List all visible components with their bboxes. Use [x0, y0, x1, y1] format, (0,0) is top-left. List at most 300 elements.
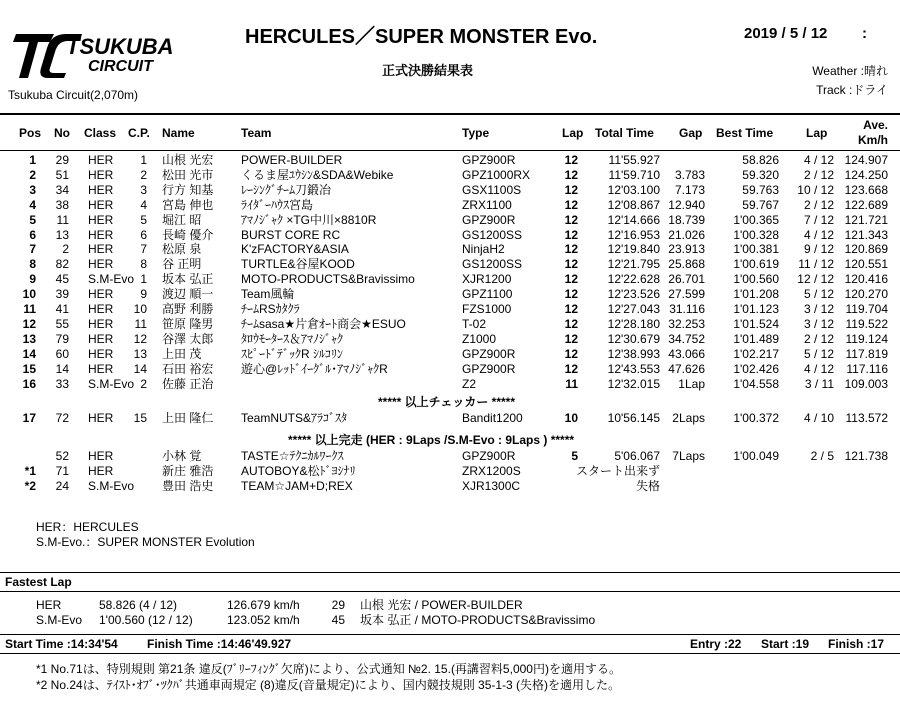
- cell-ave: 121.721: [844, 212, 888, 227]
- cell-pos: 12: [22, 316, 36, 331]
- cell-ave: 119.124: [845, 331, 888, 346]
- cell-team: ﾚｰｼﾝｸﾞﾁｰﾑ刀鍛冶: [241, 182, 332, 197]
- cell-no: 71: [55, 464, 69, 478]
- cell-team: BURST CORE RC: [241, 227, 341, 242]
- cell-type: GPZ900R: [462, 346, 516, 361]
- cell-type: XJR1300C: [462, 479, 521, 493]
- cell-cls: S.M-Evo: [88, 272, 135, 287]
- table-row: [0, 287, 900, 302]
- cell-best: 1'01.208: [733, 287, 779, 302]
- cell-cp: 11: [134, 316, 147, 331]
- cell-name: 谷 正明: [162, 257, 202, 272]
- cell-bestlap: 3 / 12: [803, 302, 834, 316]
- cell-lap: 12: [564, 302, 578, 316]
- col-cp: C.P.: [128, 126, 150, 140]
- cell-best: 1'01.123: [733, 302, 779, 316]
- cell-team: MOTO-PRODUCTS&Bravissimo: [241, 272, 415, 287]
- cell-best: 1'01.489: [733, 331, 779, 346]
- checker-note: ***** 以上チェッカー *****: [378, 395, 516, 409]
- cell-gap: 23.913: [668, 242, 705, 257]
- cell-team: TURTLE&谷屋KOOD: [241, 257, 355, 272]
- cell-no: 45: [55, 272, 69, 287]
- cell-name: 渡辺 順一: [162, 287, 214, 302]
- col-pos: Pos: [19, 126, 42, 140]
- cell-cp: 3: [140, 182, 147, 197]
- fastest-top-rule: [0, 572, 900, 573]
- cell-best: 1'00.372: [733, 411, 779, 425]
- cell-name: 笹原 隆男: [162, 316, 214, 331]
- table-row: [0, 198, 900, 213]
- table-row: [0, 377, 900, 392]
- cell-name: 豊田 浩史: [162, 479, 214, 493]
- cell-gap: 26.701: [668, 272, 705, 287]
- cell-pos: 10: [22, 287, 36, 302]
- table-row: [0, 362, 900, 377]
- cell-ave: 113.572: [845, 411, 888, 425]
- cell-type: GPZ1000RX: [462, 167, 531, 182]
- cell-cls: HER: [88, 153, 114, 167]
- cell-pos: *2: [24, 479, 36, 493]
- cell-gap: 31.116: [669, 302, 705, 316]
- footer-bottom-rule: [0, 653, 900, 654]
- race-date: 2019 / 5 / 12: [744, 25, 828, 42]
- cell-type: ZRX1200S: [462, 464, 521, 478]
- cell-pos: 1: [29, 153, 36, 167]
- cell-bestlap: 2 / 5: [810, 449, 834, 463]
- entry-count: Entry :22: [690, 637, 742, 651]
- cell-cls: HER: [88, 346, 114, 361]
- table-top-rule: [0, 113, 900, 115]
- cell-total: スタート出来ず: [575, 464, 660, 478]
- cell-name: 高野 利勝: [162, 302, 214, 316]
- cell-gap: 47.626: [668, 361, 705, 376]
- cell-gap: 25.868: [668, 257, 705, 272]
- fastest-lap-row: [0, 613, 900, 628]
- cell-team: ﾀﾛｳﾓｰﾀｰｽ＆ｱﾏﾉｼﾞｬｸ: [241, 331, 344, 346]
- finish-time: Finish Time :14:46'49.927: [147, 637, 292, 651]
- cell-total: 12'28.180: [607, 316, 660, 331]
- cell-total: 12'03.100: [607, 182, 660, 197]
- cell-total: 12'16.953: [607, 227, 660, 242]
- table-row: [0, 479, 900, 494]
- cell-cls: HER: [88, 331, 114, 346]
- cell-cp: 1: [140, 153, 147, 167]
- cell-team: K'zFACTORY&ASIA: [241, 242, 349, 257]
- cell-cp: 15: [133, 411, 147, 425]
- cell-pos: 11: [23, 302, 36, 316]
- table-row: [0, 332, 900, 347]
- cell-name: 新庄 雅浩: [162, 464, 214, 478]
- cell-name: 谷澤 太郎: [162, 331, 214, 346]
- cell-ave: 121.343: [844, 227, 888, 242]
- cell-no: 52: [55, 449, 69, 463]
- cell-gap: 32.253: [668, 316, 705, 331]
- cell-no: 14: [55, 361, 69, 376]
- col-best-time: Best Time: [716, 126, 774, 140]
- cell-type: GSX1100S: [462, 182, 522, 197]
- cell-lap: 12: [564, 331, 578, 346]
- start-count: Start :19: [761, 637, 810, 651]
- cell-lap: 11: [565, 376, 578, 391]
- table-row: [0, 153, 900, 168]
- cell-ave: 120.551: [844, 257, 888, 272]
- cell-total: 12'21.795: [607, 257, 660, 272]
- cell-name: 石田 裕宏: [162, 361, 214, 376]
- cell-cls: S.M-Evo: [88, 376, 135, 391]
- cell-cls: HER: [88, 449, 114, 463]
- legend-sm-evo: S.M-Evo.：SUPER MONSTER Evolution: [36, 535, 255, 549]
- cell-lap: 12: [564, 227, 578, 242]
- logo-text-circuit: CIRCUIT: [88, 58, 153, 75]
- start-time: Start Time :14:34'54: [5, 637, 118, 651]
- fastest-cell-driver: 山根 光宏 / POWER-BUILDER: [360, 598, 523, 612]
- cell-type: Bandit1200: [462, 411, 523, 425]
- cell-ave: 117.819: [845, 346, 888, 361]
- table-row: [0, 257, 900, 272]
- cell-bestlap: 5 / 12: [803, 346, 834, 361]
- cell-best: 1'04.558: [733, 376, 779, 391]
- table-row: [0, 411, 900, 426]
- cell-type: FZS1000: [462, 302, 512, 316]
- col-ave: Ave.: [863, 118, 888, 132]
- fastest-cell-time: 58.826 (4 / 12): [99, 598, 178, 612]
- col-class: Class: [84, 126, 117, 140]
- cell-cls: HER: [88, 182, 114, 197]
- cell-type: ZRX1100: [462, 197, 512, 212]
- cell-best: 59.763: [742, 182, 779, 197]
- cell-lap: 12: [564, 167, 578, 182]
- cell-no: 33: [55, 376, 69, 391]
- col-no: No: [54, 126, 70, 140]
- col-total-time: Total Time: [595, 126, 654, 140]
- cell-cls: HER: [88, 257, 114, 272]
- cell-pos: 8: [29, 257, 36, 272]
- cell-team: POWER-BUILDER: [241, 153, 343, 167]
- cell-pos: 16: [22, 376, 36, 391]
- cell-bestlap: 9 / 12: [803, 242, 834, 257]
- cell-team: くるま屋ﾕｳｼﾝ&SDA&Webike: [241, 167, 394, 182]
- cell-best: 1'00.049: [733, 449, 779, 463]
- cell-best: 58.826: [742, 153, 779, 167]
- cell-cls: HER: [88, 167, 114, 182]
- cell-ave: 117.116: [846, 361, 888, 376]
- cell-cp: 9: [140, 287, 147, 302]
- cell-cp: 7: [140, 242, 147, 257]
- table-row: [0, 464, 900, 479]
- cell-lap: 12: [564, 153, 578, 167]
- cell-bestlap: 12 / 12: [797, 272, 834, 287]
- cell-type: GPZ900R: [462, 449, 516, 463]
- cell-team: ﾁｰﾑRSｶﾀｸﾗ: [241, 302, 300, 316]
- cell-bestlap: 10 / 12: [797, 182, 834, 197]
- col-lap: Lap: [562, 126, 584, 140]
- cell-gap: 2Laps: [672, 411, 705, 425]
- cell-lap: 12: [564, 361, 578, 376]
- cell-lap: 12: [564, 346, 578, 361]
- cell-cls: HER: [88, 242, 114, 257]
- cell-team: ｱﾏﾉｼﾞｬｸ ×TG中川×8810R: [241, 212, 377, 227]
- cell-name: 上田 隆仁: [162, 411, 214, 425]
- col-type: Type: [462, 126, 490, 140]
- cell-total: 12'23.526: [607, 287, 660, 302]
- cell-total: 5'06.067: [614, 449, 660, 463]
- cell-name: 堀江 昭: [162, 212, 202, 227]
- cell-lap: 12: [564, 182, 578, 197]
- cell-cls: HER: [88, 411, 114, 425]
- cell-no: 38: [55, 197, 69, 212]
- cell-gap: 3.783: [674, 167, 705, 182]
- cell-total: 12'38.993: [607, 346, 660, 361]
- cell-best: 1'01.524: [733, 316, 779, 331]
- cell-lap: 12: [564, 212, 578, 227]
- cell-no: 29: [55, 153, 69, 167]
- cell-name: 松原 泉: [162, 242, 202, 257]
- cell-bestlap: 4 / 10: [803, 411, 834, 425]
- col-kmh: Km/h: [858, 133, 888, 147]
- cell-gap: 34.752: [668, 331, 705, 346]
- cell-pos: *1: [24, 464, 36, 478]
- fastest-cell-speed: 123.052 km/h: [227, 613, 300, 627]
- col-name: Name: [162, 126, 195, 140]
- cell-cls: HER: [88, 361, 114, 376]
- col-gap: Gap: [679, 126, 703, 140]
- cell-lap: 12: [564, 257, 578, 272]
- cell-cp: 4: [140, 197, 147, 212]
- cell-no: 13: [55, 227, 69, 242]
- cell-ave: 120.270: [844, 287, 888, 302]
- col-team: Team: [241, 126, 272, 140]
- cell-cp: 1: [140, 272, 147, 287]
- logo-text-tsukuba: TSUKUBA: [66, 34, 174, 59]
- fastest-cell-no: 29: [331, 598, 345, 612]
- cell-best: 59.767: [742, 197, 779, 212]
- cell-best: 59.320: [742, 167, 779, 182]
- cell-ave: 124.250: [844, 167, 888, 182]
- cell-pos: 5: [29, 212, 36, 227]
- page-subtitle: 正式決勝結果表: [382, 63, 474, 78]
- cell-lap: 12: [564, 242, 578, 257]
- cell-gap: 18.739: [668, 212, 705, 227]
- cell-bestlap: 11 / 12: [798, 257, 834, 272]
- cell-type: GPZ900R: [462, 361, 516, 376]
- weather: Weather :晴れ: [812, 64, 888, 78]
- table-row: [0, 317, 900, 332]
- cell-name: 上田 茂: [162, 346, 202, 361]
- cell-bestlap: 3 / 11: [804, 376, 834, 391]
- cell-cp: 6: [140, 227, 147, 242]
- cell-total: 11'55.927: [608, 153, 660, 167]
- cell-pos: 15: [22, 361, 36, 376]
- table-row: [0, 302, 900, 317]
- cell-cp: 13: [133, 346, 147, 361]
- cell-bestlap: 2 / 12: [803, 197, 834, 212]
- cell-cp: 2: [140, 167, 147, 182]
- cell-type: NinjaH2: [462, 242, 505, 257]
- cell-type: GS1200SS: [462, 227, 523, 242]
- cell-total: 11'59.710: [608, 167, 660, 182]
- cell-cls: HER: [88, 302, 114, 316]
- cell-no: 60: [55, 346, 69, 361]
- cell-no: 51: [55, 167, 69, 182]
- cell-best: 1'00.619: [733, 257, 779, 272]
- cell-total: 12'22.628: [607, 272, 660, 287]
- cell-cls: HER: [88, 212, 114, 227]
- fastest-cell-no: 45: [331, 613, 345, 627]
- cell-name: 松田 光市: [162, 167, 214, 182]
- finish-count: Finish :17: [828, 637, 885, 651]
- cell-type: GPZ900R: [462, 212, 516, 227]
- cell-pos: 4: [29, 197, 36, 212]
- cell-total: 12'19.840: [607, 242, 660, 257]
- cell-no: 39: [55, 287, 69, 302]
- cell-cls: S.M-Evo: [88, 479, 135, 493]
- cell-type: Z2: [462, 376, 477, 391]
- cell-bestlap: 2 / 12: [803, 331, 834, 346]
- cell-team: TEAM☆JAM+D;REX: [241, 479, 353, 493]
- cell-pos: 3: [29, 182, 36, 197]
- cell-ave: 119.704: [845, 302, 888, 316]
- cell-best: 1'00.328: [733, 227, 779, 242]
- cell-total: 12'32.015: [607, 376, 660, 391]
- cell-total: 12'43.553: [607, 361, 660, 376]
- table-row: [0, 168, 900, 183]
- cell-type: GPZ1100: [462, 287, 513, 302]
- cell-name: 宮島 伸也: [162, 197, 214, 212]
- cell-ave: 120.869: [844, 242, 888, 257]
- cell-best: 1'02.217: [733, 346, 779, 361]
- race-time-colon: :: [862, 25, 867, 42]
- cell-lap: 12: [564, 272, 578, 287]
- cell-team: 遊心@ﾚｯﾄﾞｲｰｸﾞﾙ･ｱﾏﾉｼﾞｬｸR: [241, 361, 388, 376]
- cell-ave: 109.003: [844, 376, 888, 391]
- cell-team: TeamNUTS&ｱﾗｺﾞｽﾀ: [241, 411, 348, 425]
- cell-type: T-02: [462, 316, 487, 331]
- cell-no: 82: [55, 257, 69, 272]
- cell-no: 2: [62, 242, 69, 257]
- cell-best: 1'02.426: [733, 361, 779, 376]
- cell-type: GPZ900R: [462, 153, 516, 167]
- table-row: [0, 242, 900, 257]
- cell-total: 12'30.679: [607, 331, 660, 346]
- cell-ave: 120.416: [844, 272, 888, 287]
- cell-gap: 1Lap: [678, 376, 705, 391]
- cell-gap: 7Laps: [672, 449, 705, 463]
- cell-pos: 2: [29, 167, 36, 182]
- circuit-name: Tsukuba Circuit(2,070m): [8, 88, 139, 102]
- table-row: [0, 272, 900, 287]
- cell-name: 佐藤 正治: [162, 376, 214, 391]
- cell-pos: 14: [22, 346, 36, 361]
- cell-cp: 5: [140, 212, 147, 227]
- cell-no: 55: [55, 316, 69, 331]
- cell-lap: 10: [564, 411, 578, 425]
- cell-cls: HER: [88, 464, 114, 478]
- cell-gap: 12.940: [668, 197, 705, 212]
- col-best-lap: Lap: [806, 126, 828, 140]
- cell-name: 山根 光宏: [162, 153, 214, 167]
- cell-pos: 6: [29, 227, 36, 242]
- cell-team: ﾁｰﾑsasa★片倉ｵｰﾄ商会★ESUO: [241, 316, 406, 331]
- cell-bestlap: 3 / 12: [803, 316, 834, 331]
- cell-name: 長崎 優介: [162, 227, 214, 242]
- cell-gap: 27.599: [668, 287, 705, 302]
- fastest-cell-time: 1'00.560 (12 / 12): [99, 613, 193, 627]
- table-row: [0, 228, 900, 243]
- cell-bestlap: 4 / 12: [803, 361, 834, 376]
- cell-bestlap: 5 / 12: [803, 287, 834, 302]
- cell-no: 11: [56, 212, 69, 227]
- cell-name: 坂本 弘正: [162, 272, 214, 287]
- cell-bestlap: 4 / 12: [803, 153, 834, 167]
- fastest-lap-row: [0, 598, 900, 613]
- note-1: *1 No.71は、特別規則 第21条 違反(ﾌﾞﾘｰﾌｨﾝｸﾞ欠席)により、公式通知 №2. 15.(再講習料5,000円)を適用する。: [36, 662, 621, 676]
- cell-type: XJR1200: [462, 272, 512, 287]
- cell-cp: 10: [133, 302, 147, 316]
- cell-best: 1'00.560: [733, 272, 779, 287]
- footer-top-rule: [0, 634, 900, 635]
- cell-no: 79: [55, 331, 69, 346]
- cell-type: Z1000: [462, 331, 497, 346]
- fastest-cell-driver: 坂本 弘正 / MOTO-PRODUCTS&Bravissimo: [360, 613, 596, 627]
- cell-total: 失格: [635, 479, 660, 493]
- table-row: [0, 347, 900, 362]
- cell-lap: 12: [564, 197, 578, 212]
- track-condition: Track :ドライ: [816, 83, 888, 97]
- cell-no: 72: [55, 411, 69, 425]
- cell-cp: 2: [140, 376, 147, 391]
- table-row: [0, 183, 900, 198]
- cell-team: ﾗｲﾀﾞｰﾊｳｽ宮島: [241, 197, 314, 212]
- cell-best: 1'00.381: [733, 242, 779, 257]
- cell-bestlap: 4 / 12: [803, 227, 834, 242]
- cell-type: GS1200SS: [462, 257, 523, 272]
- cell-ave: 123.668: [844, 182, 888, 197]
- cell-pos: 13: [22, 331, 36, 346]
- cell-ave: 122.689: [844, 197, 888, 212]
- cell-total: 10'56.145: [607, 411, 660, 425]
- cell-cls: HER: [88, 197, 114, 212]
- fastest-cell-speed: 126.679 km/h: [227, 598, 300, 612]
- cell-no: 24: [55, 479, 69, 493]
- cell-lap: 12: [564, 316, 578, 331]
- cell-gap: 43.066: [668, 346, 705, 361]
- cell-name: 行方 知基: [162, 182, 214, 197]
- fastest-cell-cls: S.M-Evo: [36, 613, 83, 627]
- cell-total: 12'08.867: [607, 197, 660, 212]
- cell-ave: 119.522: [845, 316, 888, 331]
- fastest-cell-cls: HER: [36, 598, 62, 612]
- cell-gap: 21.026: [668, 227, 705, 242]
- cell-bestlap: 7 / 12: [803, 212, 834, 227]
- cell-cp: 12: [133, 331, 147, 346]
- cell-bestlap: 2 / 12: [803, 167, 834, 182]
- legend-her: HER：HERCULES: [36, 520, 139, 534]
- cell-ave: 121.738: [844, 449, 888, 463]
- finish-note: ***** 以上完走 (HER : 9Laps /S.M-Evo : 9Laps ) *****: [288, 433, 575, 447]
- cell-cp: 14: [133, 361, 147, 376]
- cell-cp: 8: [140, 257, 147, 272]
- page-title: HERCULES／SUPER MONSTER Evo.: [245, 26, 598, 48]
- cell-team: TASTE☆ﾃｸﾆｶﾙﾜｰｸｽ: [241, 449, 344, 463]
- cell-pos: 7: [29, 242, 36, 257]
- table-row: [0, 449, 900, 464]
- cell-cls: HER: [88, 227, 114, 242]
- cell-team: Team風輪: [241, 287, 295, 302]
- fastest-title-rule: [0, 591, 900, 592]
- table-row: [0, 213, 900, 228]
- cell-lap: 12: [564, 287, 578, 302]
- cell-team: ｽﾋﾟｰﾄﾞﾃﾞｯｸR ｼﾙｺﾘﾝ: [241, 346, 344, 361]
